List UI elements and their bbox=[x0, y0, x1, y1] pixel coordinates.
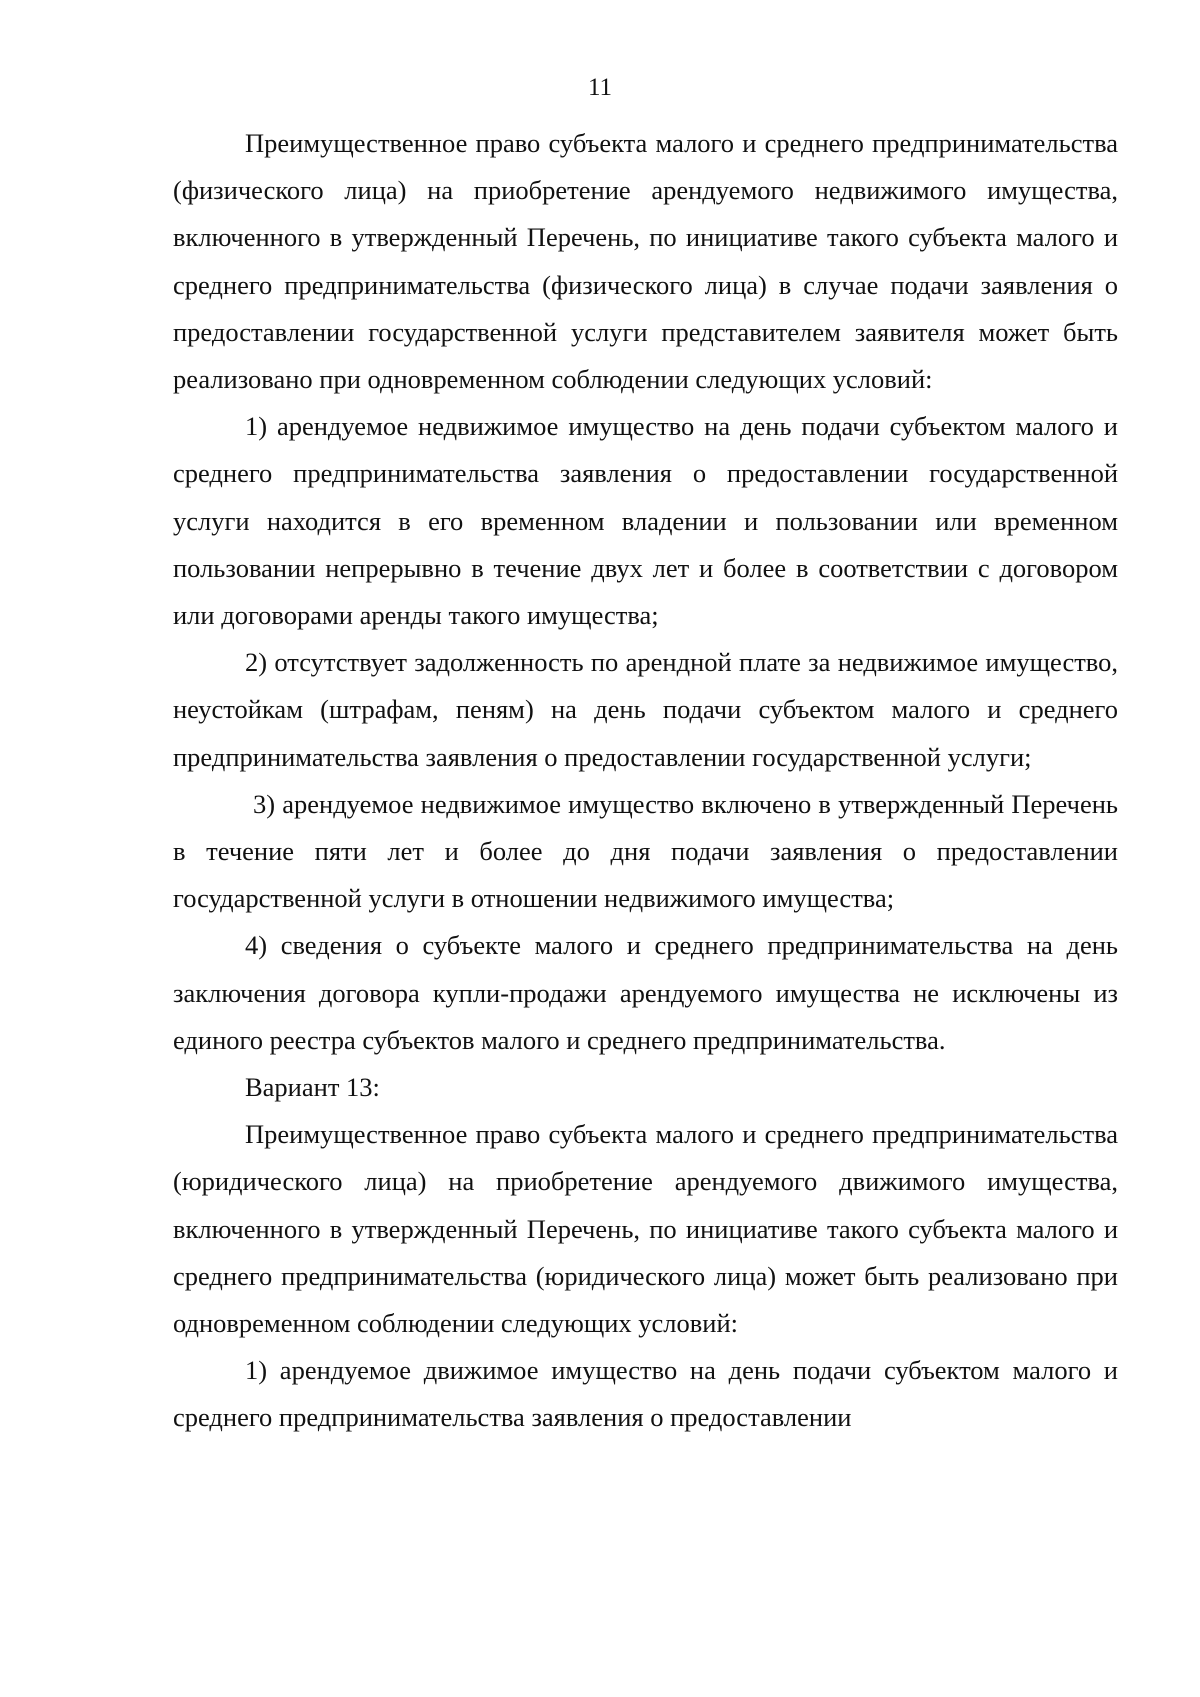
document-body bbox=[173, 120, 1118, 1442]
condition-1-lease-duration: 1) арендуемое недвижимое имущество на день подачи субъектом малого и среднего предпринимательства заявления о предоставлении государственной услуги находится в его временном владении и пользовании или временном пользовании непрерывно в течение двух лет и более в соответствии с договором или договорами аренды такого имущества; bbox=[173, 411, 1118, 631]
paragraph-preemptive-right-individual: Преимущественное право субъекта малого и среднего предпринимательства (физического лица) на приобретение арендуемого недвижимого имущества, включенного в утвержденный Перечень, по инициативе такого субъекта малого и среднего предпринимательства (физического лица) в случае подачи заявления о предоставлении государственной услуги представителем заявителя может быть реализовано при одновременном соблюдении следующих условий: bbox=[173, 128, 1118, 395]
condition-3-included-in-list: 3) арендуемое недвижимое имущество включено в утвержденный Перечень в течение пяти лет и более до дня подачи заявления о предоставлении государственной услуги в отношении недвижимого имущества; bbox=[173, 788, 1118, 914]
page-number: 11 bbox=[587, 74, 613, 101]
condition-4-registry: 4) сведения о субъекте малого и среднего предпринимательства на день заключения договора купли-продажи арендуемого имущества не исключены из единого реестра субъектов малого и среднего предпринимательства. bbox=[173, 930, 1118, 1055]
condition-1-movable-property: 1) арендуемое движимое имущество на день подачи субъектом малого и среднего предпринимательства заявления о предоставлении bbox=[173, 1355, 1118, 1433]
variant-heading: Вариант 13: bbox=[245, 1072, 380, 1103]
condition-2-no-arrears: 2) отсутствует задолженность по арендной плате за недвижимое имущество, неустойкам (штрафам, пеням) на день подачи субъектом малого и среднего предпринимательства заявления о предоставлении государственной услуги; bbox=[173, 647, 1118, 772]
paragraph-preemptive-right-legal-entity: Преимущественное право субъекта малого и среднего предпринимательства (юридического лица) на приобретение арендуемого движимого имущества, включенного в утвержденный Перечень, по инициативе такого субъекта малого и среднего предпринимательства (юридического лица) может быть реализовано при одновременном соблюдении следующих условий: bbox=[173, 1119, 1118, 1339]
